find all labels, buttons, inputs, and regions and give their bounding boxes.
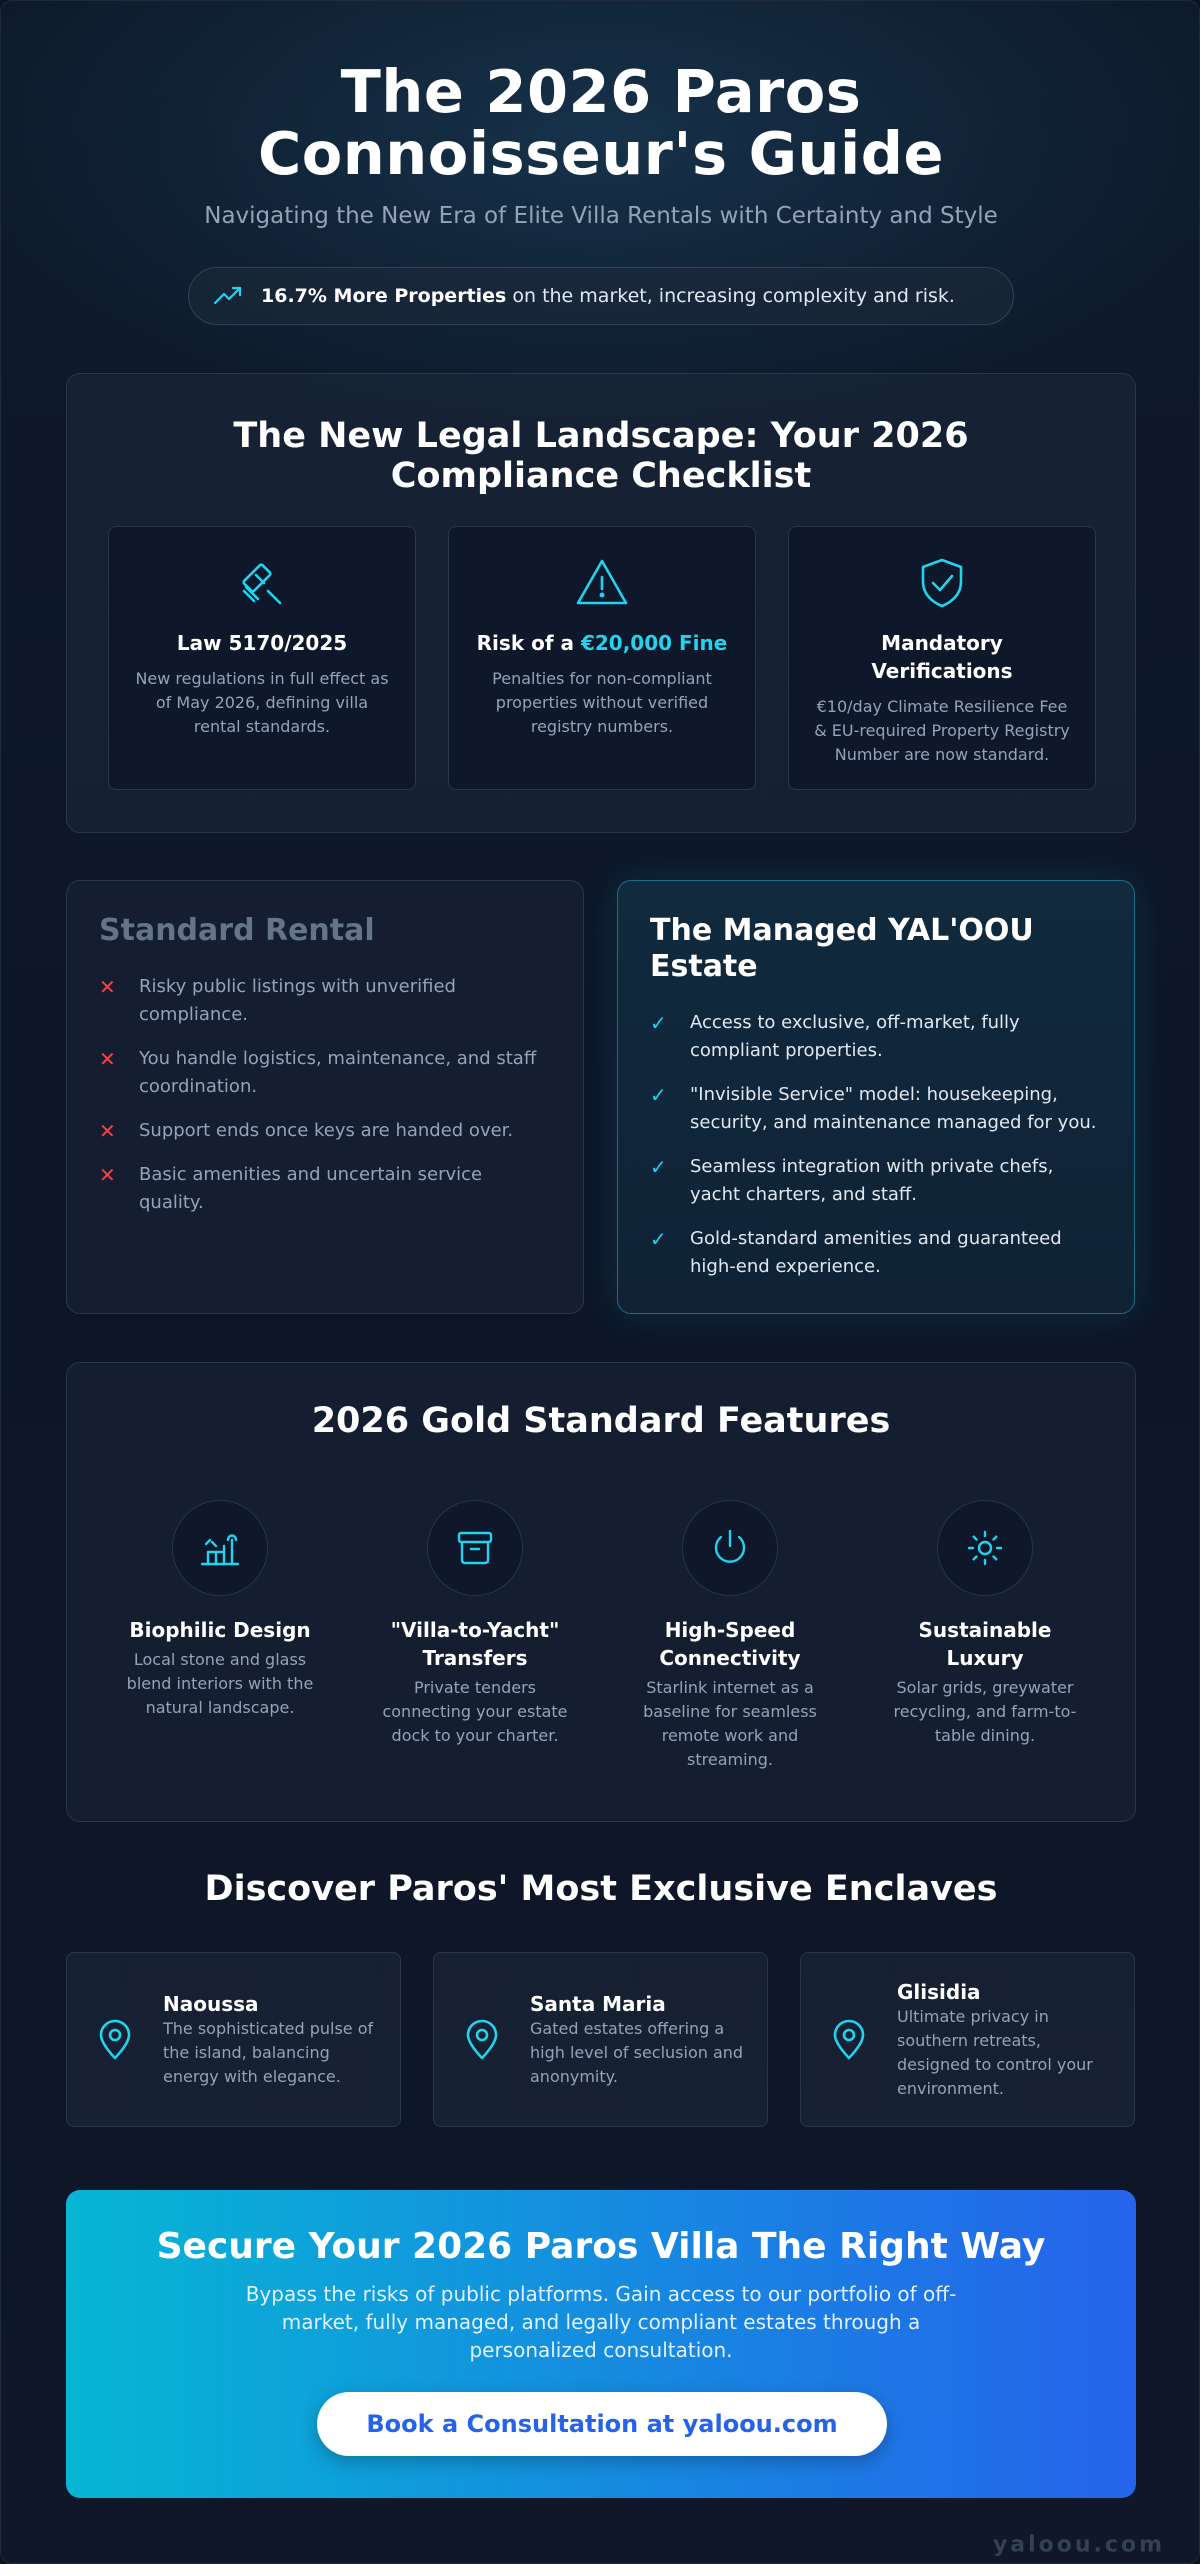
fine-risk-card	[448, 526, 756, 790]
managed-estate-list	[650, 1009, 1102, 1281]
market-stat-pill	[188, 267, 1014, 325]
trending-up-icon	[213, 285, 243, 307]
enclave-card[interactable]	[433, 1952, 768, 2127]
features-section-title: 2026 Gold Standard Features	[311, 1401, 891, 1441]
legal-section-title: The New Legal Landscape: Your 2026 Compliance Checklist	[233, 416, 969, 496]
cross-icon: ✕	[99, 1119, 116, 1143]
hero	[1, 57, 1200, 229]
enclaves-section-title: Discover Paros' Most Exclusive Enclaves	[204, 1869, 998, 1909]
feature-title: Sustainable Luxury	[918, 1618, 1052, 1670]
standard-rental-title: Standard Rental	[99, 913, 375, 948]
enclave-desc: The sophisticated pulse of the island, balancing energy with elegance.	[163, 2019, 374, 2086]
legal-landscape-section	[66, 373, 1136, 833]
feature-icon-circle	[427, 1500, 523, 1596]
feature-desc: Starlink internet as a baseline for seamless remote work and streaming.	[643, 1678, 817, 1769]
feature-title: High-Speed Connectivity	[659, 1618, 801, 1670]
fine-risk-title	[471, 629, 733, 657]
book-consultation-button[interactable]: Book a Consultation at yaloou.com	[317, 2392, 887, 2456]
check-icon: ✓	[650, 1011, 667, 1035]
feature-title: "Villa-to-Yacht" Transfers	[390, 1618, 560, 1670]
enclave-name: Glisidia	[897, 1980, 981, 2004]
list-item: ✓ Gold-standard amenities and guaranteed high-end experience.	[650, 1227, 1062, 1277]
map-pin-icon	[831, 2019, 867, 2061]
map-pin-icon	[464, 2019, 500, 2061]
law-card-desc: New regulations in full effect as of May 2026, defining villa rental standards.	[135, 669, 389, 736]
feature-item	[880, 1500, 1090, 1748]
market-stat-value: 16.7% More Properties	[261, 285, 507, 307]
warning-icon	[574, 555, 630, 611]
page-title: The 2026 Paros Connoisseur's Guide	[257, 57, 945, 188]
managed-estate-card	[617, 880, 1135, 1314]
feature-item	[625, 1500, 835, 1772]
standard-rental-card	[66, 880, 584, 1314]
cross-icon: ✕	[99, 975, 116, 999]
fine-amount: €20,000 Fine	[580, 631, 728, 655]
fine-risk-desc: Penalties for non-compliant properties without verified registry numbers.	[492, 669, 712, 736]
law-card	[108, 526, 416, 790]
page-subtitle: Navigating the New Era of Elite Villa Rentals with Certainty and Style	[204, 203, 998, 229]
list-item: ✕ You handle logistics, maintenance, and staff coordination.	[99, 1047, 537, 1097]
gold-standard-features-section	[66, 1362, 1136, 1822]
check-icon: ✓	[650, 1155, 667, 1179]
enclave-desc: Ultimate privacy in southern retreats, designed to control your environment.	[897, 2007, 1093, 2098]
watermark: yaloou.com	[992, 2532, 1165, 2558]
list-item: ✓ "Invisible Service" model: housekeeping, security, and maintenance managed for you.	[650, 1083, 1097, 1133]
cta-body: Bypass the risks of public platforms. Gain access to our portfolio of off-market, fully managed, and legally compliant estates through a personalized consultation.	[245, 2282, 957, 2362]
managed-estate-title: The Managed YAL'OOU Estate	[650, 913, 1034, 984]
list-item: ✕ Support ends once keys are handed over.	[99, 1119, 514, 1143]
check-icon: ✓	[650, 1227, 667, 1251]
list-item: ✕ Basic amenities and uncertain service quality.	[99, 1163, 483, 1213]
cross-icon: ✕	[99, 1047, 116, 1071]
list-item: ✓ Access to exclusive, off-market, fully compliant properties.	[650, 1011, 1020, 1061]
feature-title: Biophilic Design	[129, 1618, 311, 1642]
shield-check-icon	[914, 555, 970, 611]
enclave-name: Santa Maria	[530, 1992, 666, 2016]
sun-icon	[963, 1526, 1007, 1570]
archive-box-icon	[453, 1526, 497, 1570]
enclave-desc: Gated estates offering a high level of seclusion and anonymity.	[530, 2019, 744, 2086]
feature-icon-circle	[937, 1500, 1033, 1596]
gavel-icon	[234, 555, 290, 611]
verifications-title: Mandatory Verifications	[871, 631, 1013, 683]
enclave-name: Naoussa	[163, 1992, 259, 2016]
feature-desc: Local stone and glass blend interiors with the natural landscape.	[126, 1650, 314, 1717]
biophilic-icon	[198, 1526, 242, 1570]
cta-title: Secure Your 2026 Paros Villa The Right Way	[156, 2226, 1046, 2267]
list-item: ✕ Risky public listings with unverified compliance.	[99, 975, 456, 1025]
feature-icon-circle	[682, 1500, 778, 1596]
feature-item	[115, 1500, 325, 1720]
standard-rental-list	[99, 973, 551, 1217]
feature-item	[370, 1500, 580, 1748]
enclave-card[interactable]	[66, 1952, 401, 2127]
verifications-desc: €10/day Climate Resilience Fee & EU-required Property Registry Number are now standard.	[814, 697, 1070, 764]
map-pin-icon	[97, 2019, 133, 2061]
list-item: ✓ Seamless integration with private chefs, yacht charters, and staff.	[650, 1155, 1054, 1205]
enclave-card[interactable]	[800, 1952, 1135, 2127]
feature-desc: Private tenders connecting your estate dock to your charter.	[382, 1678, 568, 1745]
cta-banner	[66, 2190, 1136, 2498]
verifications-card	[788, 526, 1096, 790]
feature-desc: Solar grids, greywater recycling, and farm-to-table dining.	[893, 1678, 1077, 1745]
feature-icon-circle	[172, 1500, 268, 1596]
market-stat-text: on the market, increasing complexity and risk.	[512, 285, 955, 307]
cross-icon: ✕	[99, 1163, 116, 1187]
fine-risk-prefix: Risk of a	[476, 631, 574, 655]
power-icon	[708, 1526, 752, 1570]
law-card-title: Law 5170/2025	[176, 631, 348, 655]
check-icon: ✓	[650, 1083, 667, 1107]
